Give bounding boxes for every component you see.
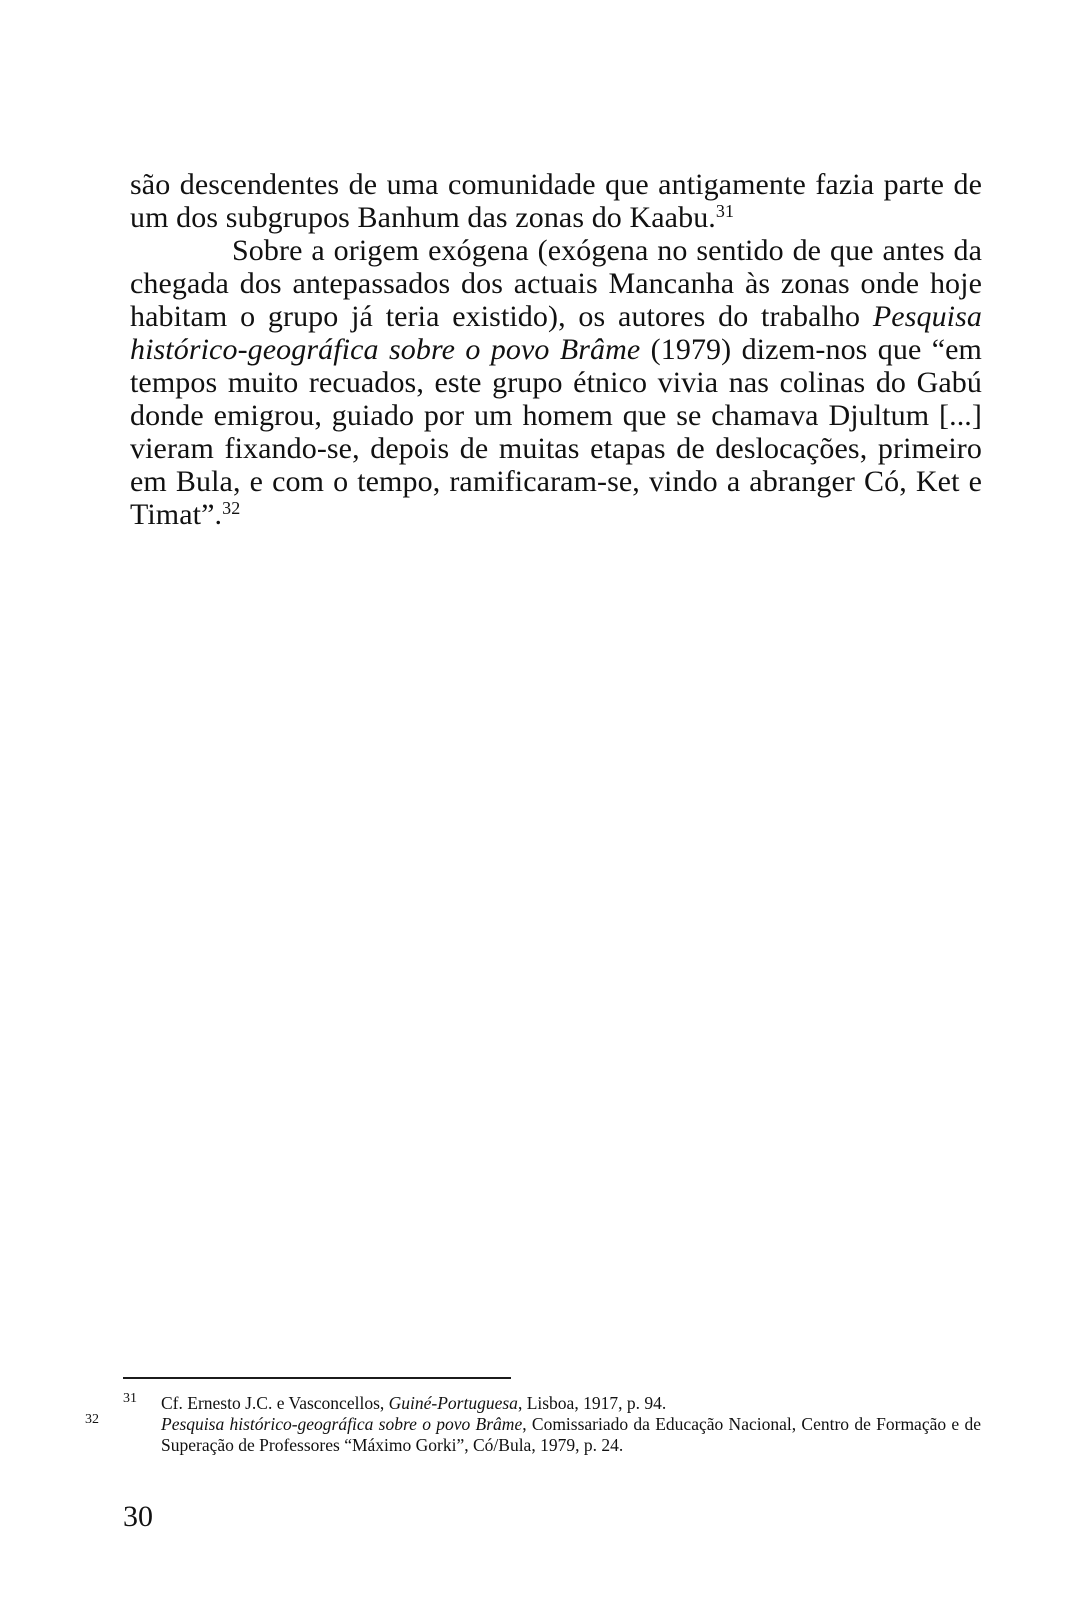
footnote-32: 32 Pesquisa histórico-geográfica sobre o povo Brâme, Comissariado da Educação Nacional, Centro de Formação e de Superação de Professores “Máximo Gorki”, Có/Bula, 1979, p. 24. bbox=[85, 1412, 981, 1455]
main-text bbox=[130, 168, 982, 531]
paragraph-1-text: são descendentes de uma comunidade que antigamente fazia parte de um dos subgrupos Banhum das zonas do Kaabu. bbox=[130, 168, 982, 234]
footnote-31: 31 Cf. Ernesto J.C. e Vasconcellos, Guiné-Portuguesa, Lisboa, 1917, p. 94. bbox=[123, 1391, 667, 1413]
work-title: Pesquisa histórico-geográfica sobre o povo Brâme bbox=[130, 300, 982, 366]
footnote-ref-31: 31 bbox=[715, 201, 735, 222]
paragraph-2 bbox=[130, 234, 982, 531]
footnote-text: Cf. Ernesto J.C. e Vasconcellos, bbox=[161, 1393, 389, 1413]
footnote-text-end: , Lisboa, 1917, p. 94. bbox=[517, 1393, 667, 1413]
paragraph-2-text-start: Sobre a origem exógena (exógena no sentido de que antes da chegada dos antepassados dos actuais Mancanha às zonas onde hoje habitam o grupo já teria existido), os autores do trabalho bbox=[130, 234, 982, 333]
footnote-ref-32: 32 bbox=[222, 498, 241, 519]
footnote-text-end: , Comissariado da Educação Nacional, Centro de Formação e de Superação de Professores “Máximo Gorki”, Có/Bula, 1979, p. 24. bbox=[161, 1414, 981, 1455]
footnote-title: Pesquisa histórico-geográfica sobre o povo Brâme bbox=[161, 1414, 523, 1434]
paragraph-2-quote: (1979) dizem-nos que “em tempos muito recuados, este grupo étnico vivia nas colinas do Gabú donde emigrou, guiado por um homem que se chamava Djultum [...] vieram fixando-se, depois de muitas etapas de deslocações, primeiro em Bula, e com o tempo, ramificaram-se, vindo a abranger Có, Ket e Timat”. bbox=[130, 333, 982, 531]
footnote-title: Guiné-Portuguesa bbox=[388, 1393, 518, 1413]
page-number: 30 bbox=[123, 1500, 153, 1533]
footnote-separator bbox=[123, 1377, 511, 1379]
paragraph-1 bbox=[130, 168, 982, 234]
footnotes bbox=[85, 1391, 981, 1456]
